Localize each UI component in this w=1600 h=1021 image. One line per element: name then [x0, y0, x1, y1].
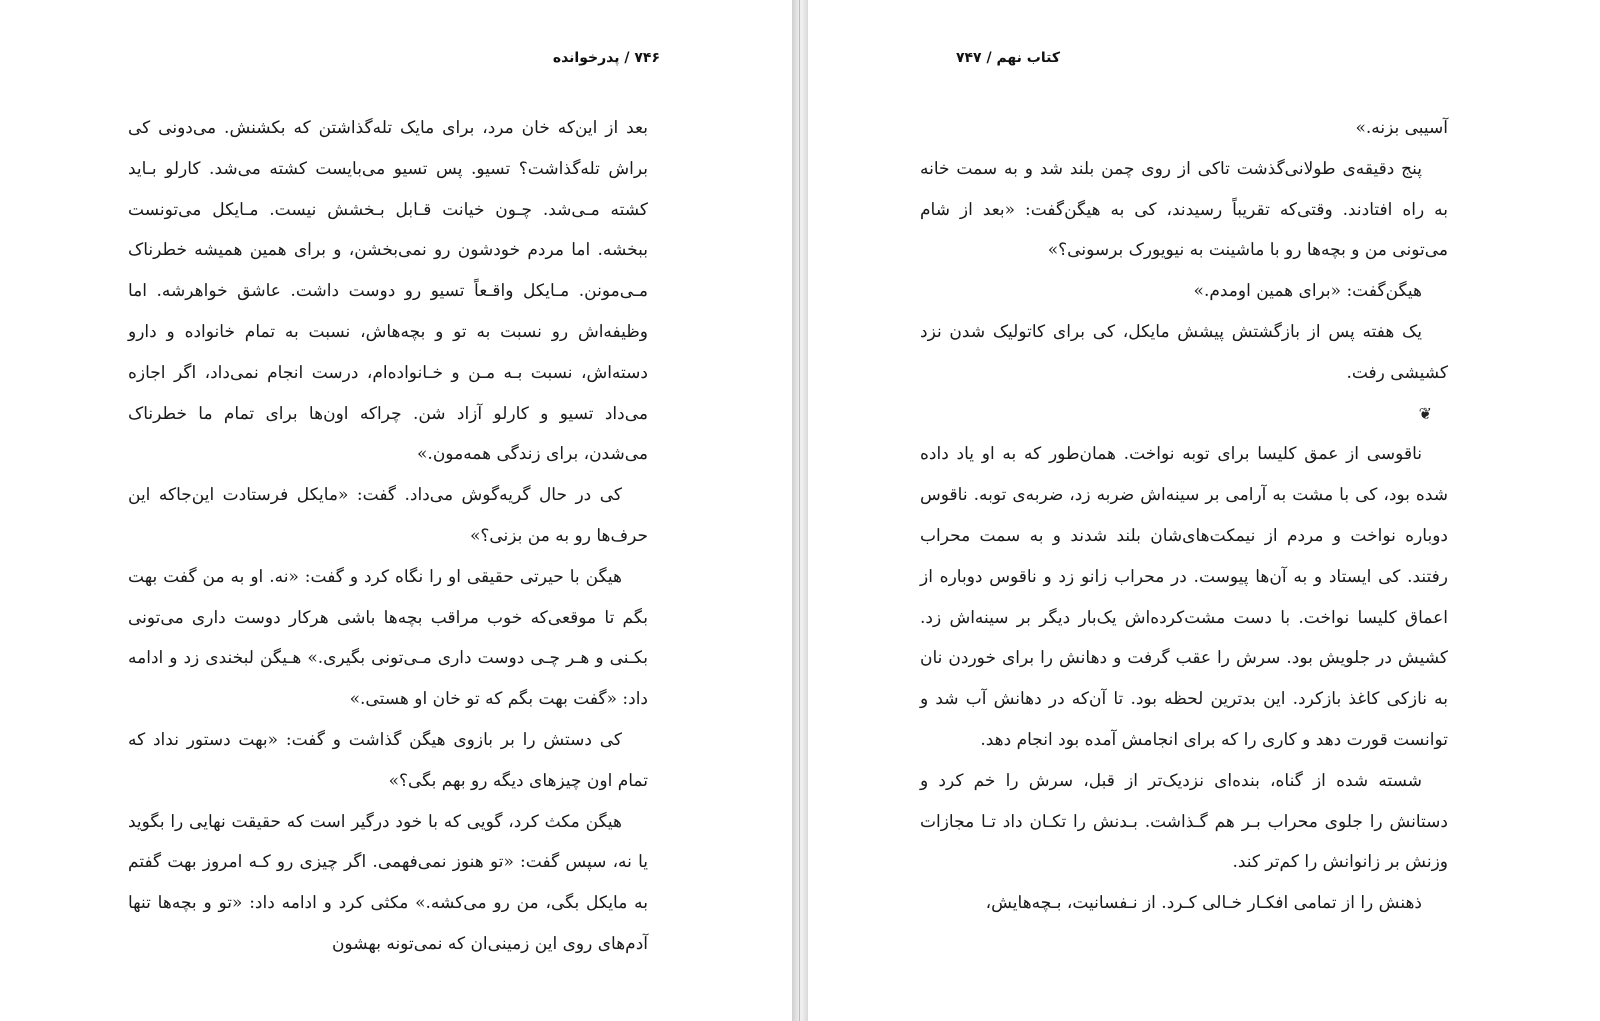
paragraph: ناقوسی از عمق کلیسا برای توبه نواخت. همان‌طور که به او یاد داده شده بود، کی با مشت به آرامی بر سینه‌اش ضربه زد، ضربه‌ی توبه. ناقوس دوباره نواخت و مردم از نیمکت‌های‌شان بلند شدند و به سمت محراب رفتند. کی ایستاد و به آن‌ها پیوست. در محراب زانو زد و ناقوس دوباره از اعماق کلیسا نواخت. با دست مشت‌کرده‌اش یک‌بار دیگر بر سینه‌اش زد. کشیش در جلویش بود. سرش را عقب گرفت و دهانش را برای خوردن نان به نازکی کاغذ بازکرد. این بدترین لحظه بود. تا آن‌که در دهانش آب شد و توانست قورت دهد و کاری را که برای انجامش آمده بود انجام دهد.	[920, 444, 1448, 750]
gutter-divider	[799, 0, 800, 1021]
paragraph: هیگن با حیرتی حقیقی او را نگاه کرد و گفت: «نه. او به من گفت بهت بگم تا موقعی‌که خوب مراقب بچه‌ها باشی هرکار دوست داری می‌تونی بکـنی و هـر چـی دوست داری مـی‌تونی بگیری.» هـیگن لبخندی زد و ادامه داد: «گفت بهت بگم که تو خان او هستی.»	[128, 566, 648, 710]
paragraph: یک هفته پس از بازگشتش پیشش مایکل، کی برای کاتولیک شدن نزد کشیشی رفت.	[920, 321, 1448, 383]
paragraph: کی دستش را بر بازوی هیگن گذاشت و گفت: «بهت دستور نداد که تمام اون چیزهای دیگه رو بهم بگی؟»	[128, 729, 648, 791]
paragraph: ذهنش را از تمامی افکـار خـالی کـرد. از نـفسانیت، بـچه‌هایش،	[985, 893, 1422, 914]
paragraph: بعد از این‌که خان مرد، برای مایک تله‌گذاشتن که بکشنش. می‌دونی کی براش تله‌گذاشت؟ تسیو. پس تسیو می‌بایست کشته می‌شد. کارلو بـاید کشته مـی‌شد. چـون خیانت قـابل بـخشش نیست. مـایکل می‌تونست ببخشه. اما مردم خودشون رو نمی‌بخشن، و برای همین همیشه خطرناک مـی‌مونن. مـایکل واقـعاً تسیو رو دوست داشت. عاشق خواهرشه. اما وظیفه‌اش رو نسبت به تو و بچه‌هاش، نسبت به تمام خانواده و دارو دسته‌اش، نسبت بـه مـن و خـانواده‌ام، درست انجام نمی‌داد، اگر اجازه می‌داد تسیو و کارلو آزاد شن. چراکه اون‌ها برای تمام ما خطرناک می‌شدن، برای زندگی همه‌مون.»	[128, 118, 648, 465]
left-page-header: ۷۴۶ / پدرخوانده	[552, 50, 660, 66]
paragraph: کی در حال گریه‌گوش می‌داد. گفت: «مایکل فرستادت این‌جاکه این حرف‌ها رو به من بزنی؟»	[128, 485, 648, 546]
section-ornament-icon: ❦	[1418, 403, 1432, 423]
left-page	[0, 0, 792, 1021]
right-page-body	[920, 108, 1448, 924]
paragraph: شسته شده از گناه، بنده‌ای نزدیک‌تر از قبل، سرش را خم کرد و دستانش را جلوی محراب بـر هم گـذاشت. بـدنش را تکـان داد تـا مجازات وزنش بر زانوانش را کم‌تر کند.	[920, 770, 1448, 873]
right-page	[808, 0, 1600, 1021]
paragraph: هیگن مکث کرد، گویی که با خود درگیر است که حقیقت نهایی را بگوید یا نه، سپس گفت: «تو هنوز نمی‌فهمی. اگر چیزی رو کـه امروز بهت گفتم به مایکل بگی، من رو می‌کشه.» مکثی کرد و ادامه داد: «تو و بچه‌ها تنها آدم‌های روی این زمینی‌ان که نمی‌تونه بهشون	[128, 811, 648, 954]
left-page-body	[128, 108, 648, 965]
book-gutter	[792, 0, 808, 1021]
right-page-header: کتاب نهم / ۷۴۷	[955, 50, 1060, 66]
paragraph: آسیبی بزنه.»	[1355, 118, 1448, 138]
paragraph: پنج دقیقه‌ی طولانی‌گذشت تاکی از روی چمن بلند شد و به سمت خانه به راه افتادند. وقتی‌که تقریباً رسیدند، کی به هیگن‌گفت: «بعد از شام می‌تونی من و بچه‌ها رو با ماشینت به نیویورک برسونی؟»	[920, 158, 1448, 261]
paragraph: هیگن‌گفت: «برای همین اومدم.»	[1193, 281, 1422, 302]
